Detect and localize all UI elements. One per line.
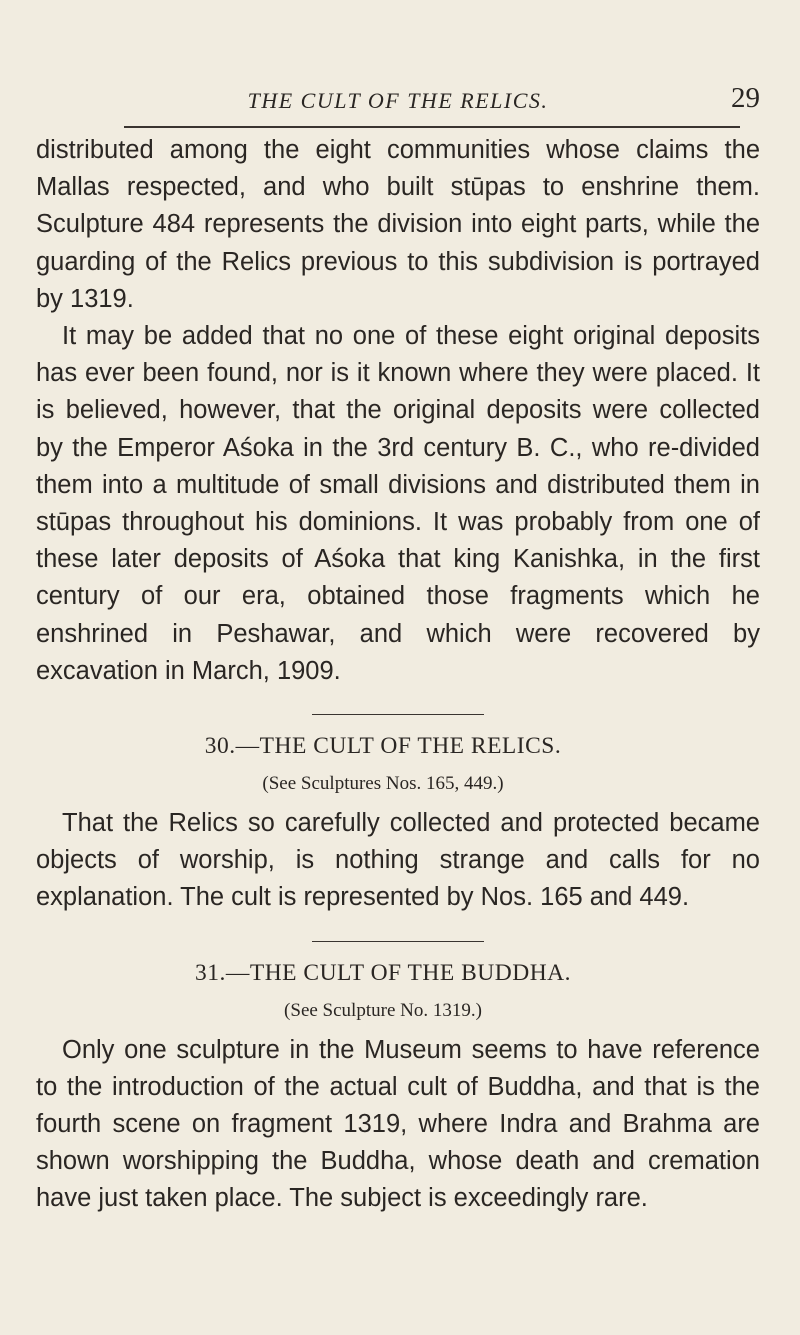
running-title: THE CULT OF THE RELICS.	[247, 88, 549, 113]
header-rule	[124, 126, 740, 128]
paragraph: It may be added that no one of these eight original deposits has ever been found, nor is it known where they were placed. It is believed, however, that the original deposits were collected by the Emperor Aśoka in the 3rd century B. C., who re-divided them into a multitude of small divisions and distributed them in stūpas throughout his dominions. It was probably from one of these later deposits of Aśoka that king Kanishka, in the first century of our era, obtained those fragments which he enshrined in Peshawar, and which were recovered by excavation in March, 1909.	[36, 322, 760, 685]
section-heading: 30.—THE CULT OF THE RELICS.	[204, 733, 562, 760]
page-number: 29	[731, 82, 760, 114]
section-paragraph: That the Relics so carefully collected and protected became objects of worship, is nothing strange and calls for no explanation. The cult is represented by Nos. 165 and 449.	[36, 809, 760, 912]
running-head	[36, 82, 760, 118]
section-reference: (See Sculpture No. 1319.)	[284, 999, 482, 1021]
paragraph-continued: distributed among the eight communities whose claims the Mallas respected, and who built stūpas to enshrine them. Sculpture 484 represents the division into eight parts, while the guarding of the Relics previous to this subdivision is portrayed by 1319.	[36, 136, 760, 313]
section-reference: (See Sculptures Nos. 165, 449.)	[262, 773, 504, 795]
section-separator	[312, 941, 484, 942]
page-body	[36, 132, 760, 1218]
section-heading: 31.—THE CULT OF THE BUDDHA.	[194, 959, 572, 986]
section-paragraph: Only one sculpture in the Museum seems to have reference to the introduction of the actual cult of Buddha, and that is the fourth scene on fragment 1319, where Indra and Brahma are shown worshipping the Buddha, whose death and cremation have just taken place. The subject is exceedingly rare.	[36, 1035, 760, 1213]
section-separator	[312, 714, 484, 715]
